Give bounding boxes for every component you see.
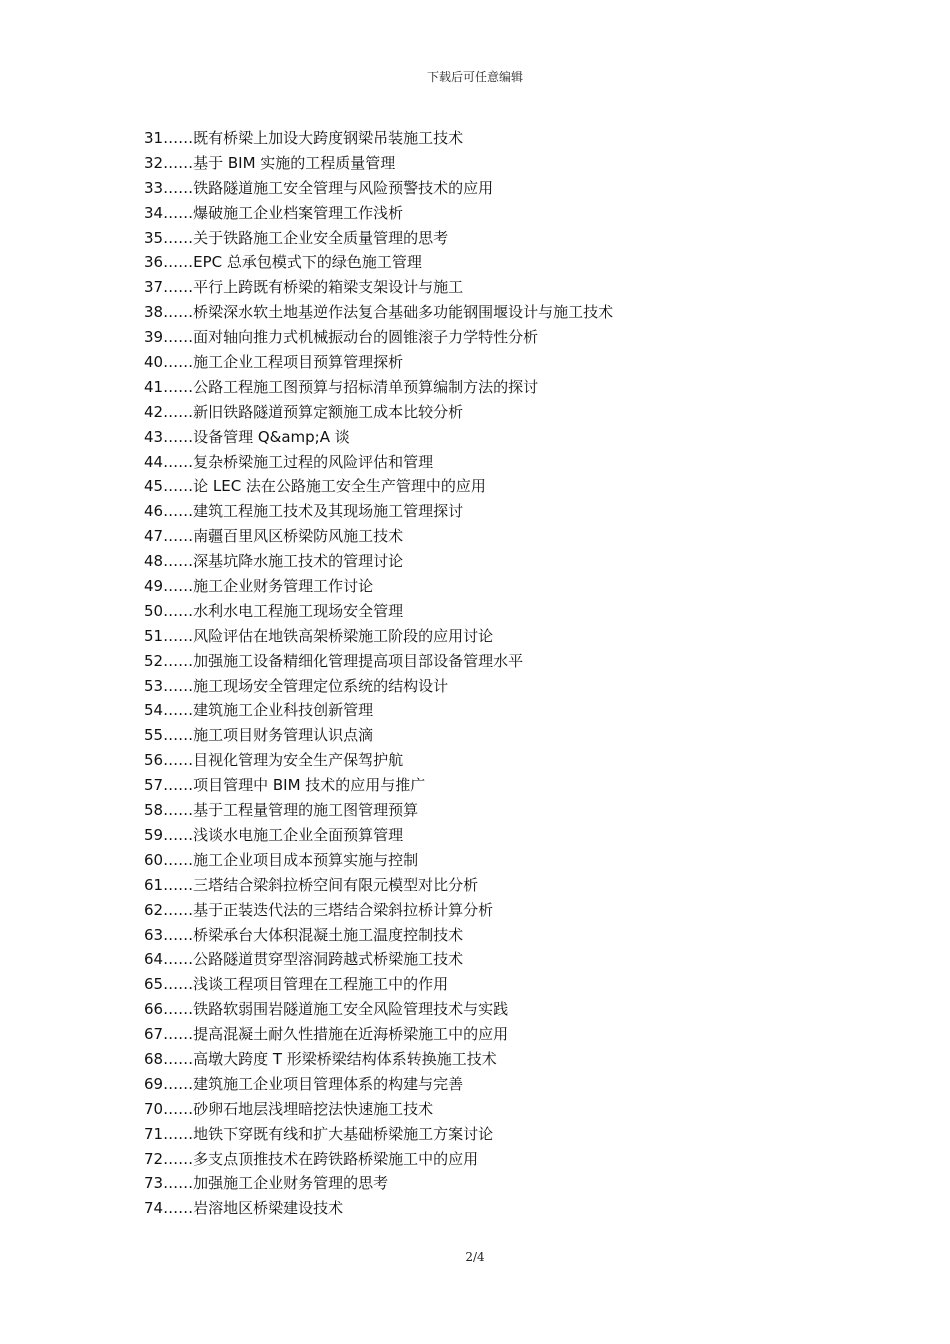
toc-item: 42……新旧铁路隧道预算定额施工成本比较分析	[144, 402, 464, 421]
toc-item: 63……桥梁承台大体积混凝土施工温度控制技术	[144, 925, 464, 944]
toc-item: 69……建筑施工企业项目管理体系的构建与完善	[144, 1074, 464, 1093]
page-header: 下载后可任意编辑	[426, 70, 523, 84]
toc-item: 65……浅谈工程项目管理在工程施工中的作用	[144, 975, 449, 994]
toc-item: 47……南疆百里风区桥梁防风施工技术	[144, 527, 404, 546]
toc-item: 43……设备管理 Q&amp;A 谈	[144, 427, 350, 446]
toc-item: 53……施工现场安全管理定位系统的结构设计	[144, 676, 449, 695]
toc-item: 52……加强施工设备精细化管理提高项目部设备管理水平	[144, 651, 524, 670]
toc-item: 66……铁路软弱围岩隧道施工安全风险管理技术与实践	[144, 1000, 509, 1019]
toc-item: 38……桥梁深水软土地基逆作法复合基础多功能钢围堰设计与施工技术	[144, 303, 614, 322]
toc-item: 72……多支点顶推技术在跨铁路桥梁施工中的应用	[144, 1149, 479, 1168]
toc-item: 46……建筑工程施工技术及其现场施工管理探讨	[144, 502, 464, 521]
toc-item: 35……关于铁路施工企业安全质量管理的思考	[144, 228, 449, 247]
toc-item: 50……水利水电工程施工现场安全管理	[144, 601, 404, 620]
toc-item: 60……施工企业项目成本预算实施与控制	[144, 850, 419, 869]
toc-item: 59……浅谈水电施工企业全面预算管理	[144, 825, 404, 844]
toc-item: 44……复杂桥梁施工过程的风险评估和管理	[144, 452, 434, 471]
toc-item: 36……EPC 总承包模式下的绿色施工管理	[144, 253, 422, 272]
toc-item: 62……基于正装迭代法的三塔结合梁斜拉桥计算分析	[144, 900, 494, 919]
toc-item: 39……面对轴向推力式机械振动台的圆锥滚子力学特性分析	[144, 328, 539, 347]
toc-item: 57……项目管理中 BIM 技术的应用与推广	[144, 776, 426, 795]
toc-item: 48……深基坑降水施工技术的管理讨论	[144, 552, 404, 571]
toc-item: 31……既有桥梁上加设大跨度钢梁吊装施工技术	[144, 129, 464, 147]
toc-list	[144, 126, 864, 1221]
toc-item: 58……基于工程量管理的施工图管理预算	[144, 801, 419, 820]
toc-item: 45……论 LEC 法在公路施工安全生产管理中的应用	[144, 477, 486, 496]
page-number: 2/4	[465, 1250, 485, 1264]
toc-item: 55……施工项目财务管理认识点滴	[144, 726, 374, 745]
toc-item: 37……平行上跨既有桥梁的箱梁支架设计与施工	[144, 278, 464, 297]
toc-item: 73……加强施工企业财务管理的思考	[144, 1174, 389, 1193]
toc-item: 41……公路工程施工图预算与招标清单预算编制方法的探讨	[144, 377, 539, 396]
toc-item: 33……铁路隧道施工安全管理与风险预警技术的应用	[144, 178, 494, 197]
toc-item: 40……施工企业工程项目预算管理探析	[144, 353, 404, 372]
toc-item: 68……高墩大跨度 T 形梁桥梁结构体系转换施工技术	[144, 1049, 497, 1068]
toc-item: 71……地铁下穿既有线和扩大基础桥梁施工方案讨论	[144, 1124, 494, 1143]
toc-item: 70……砂卵石地层浅埋暗挖法快速施工技术	[144, 1099, 434, 1118]
toc-item: 56……目视化管理为安全生产保驾护航	[144, 751, 404, 770]
toc-item: 32……基于 BIM 实施的工程质量管理	[144, 153, 396, 172]
toc-item: 61……三塔结合梁斜拉桥空间有限元模型对比分析	[144, 875, 479, 894]
toc-item: 51……风险评估在地铁高架桥梁施工阶段的应用讨论	[144, 626, 494, 645]
toc-item: 74……岩溶地区桥梁建设技术	[144, 1199, 344, 1218]
toc-item: 49……施工企业财务管理工作讨论	[144, 577, 374, 596]
toc-item: 54……建筑施工企业科技创新管理	[144, 701, 374, 720]
toc-item: 34……爆破施工企业档案管理工作浅析	[144, 203, 404, 222]
toc-item: 67……提高混凝土耐久性措施在近海桥梁施工中的应用	[144, 1025, 509, 1044]
toc-item: 64……公路隧道贯穿型溶洞跨越式桥梁施工技术	[144, 950, 464, 969]
